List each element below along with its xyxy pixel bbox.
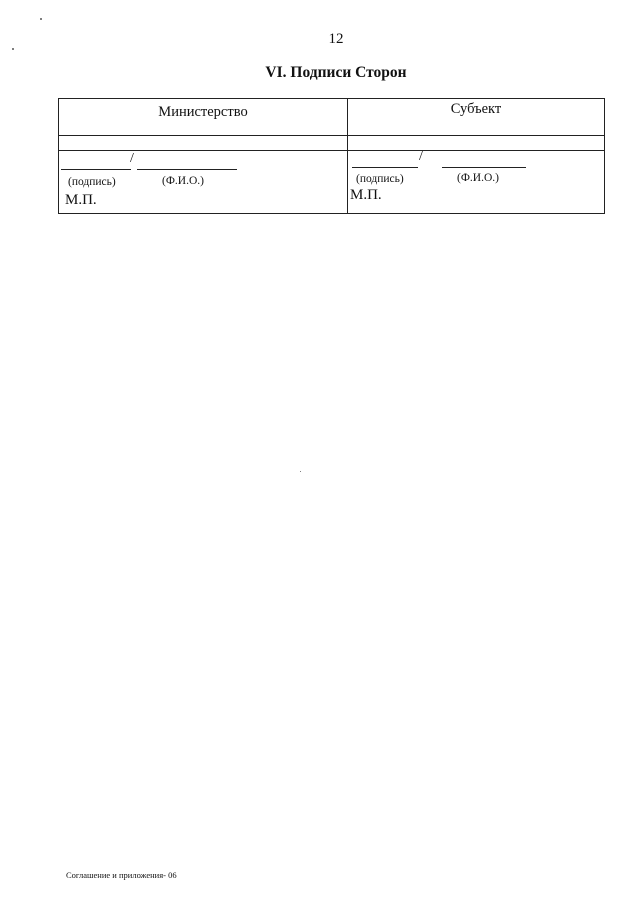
right-signature-line xyxy=(352,167,418,168)
page-number: 12 xyxy=(328,31,344,47)
scan-speck xyxy=(12,48,14,50)
spacer-row xyxy=(59,136,605,151)
right-spacer-cell xyxy=(348,136,605,151)
left-stamp-label: М.П. xyxy=(65,192,97,208)
document-footer: Соглашение и приложения- 06 xyxy=(66,870,177,880)
right-stamp-label: М.П. xyxy=(350,187,382,203)
left-name-label: (Ф.И.О.) xyxy=(162,175,204,187)
left-signature-slash: / xyxy=(130,151,134,166)
party-header-row xyxy=(59,99,605,136)
left-signature-cell xyxy=(59,151,348,214)
scan-speck xyxy=(300,471,301,472)
right-signature-slash: / xyxy=(419,149,423,164)
section-title: VI. Подписи Сторон xyxy=(265,64,407,81)
signature-row xyxy=(59,151,605,214)
right-party-name: Субъект xyxy=(450,101,502,117)
left-signature-line xyxy=(61,169,131,170)
left-signature-label: (подпись) xyxy=(68,176,116,188)
right-name-line xyxy=(442,167,526,168)
signatures-table xyxy=(58,98,605,214)
left-name-line xyxy=(137,169,237,170)
scan-speck xyxy=(40,18,42,20)
right-signature-label: (подпись) xyxy=(356,173,404,185)
left-party-header-cell xyxy=(59,99,348,136)
left-party-name: Министерство xyxy=(158,104,248,120)
right-party-header-cell xyxy=(348,99,605,136)
right-signature-cell xyxy=(348,151,605,214)
right-name-label: (Ф.И.О.) xyxy=(457,172,499,184)
left-spacer-cell xyxy=(59,136,348,151)
